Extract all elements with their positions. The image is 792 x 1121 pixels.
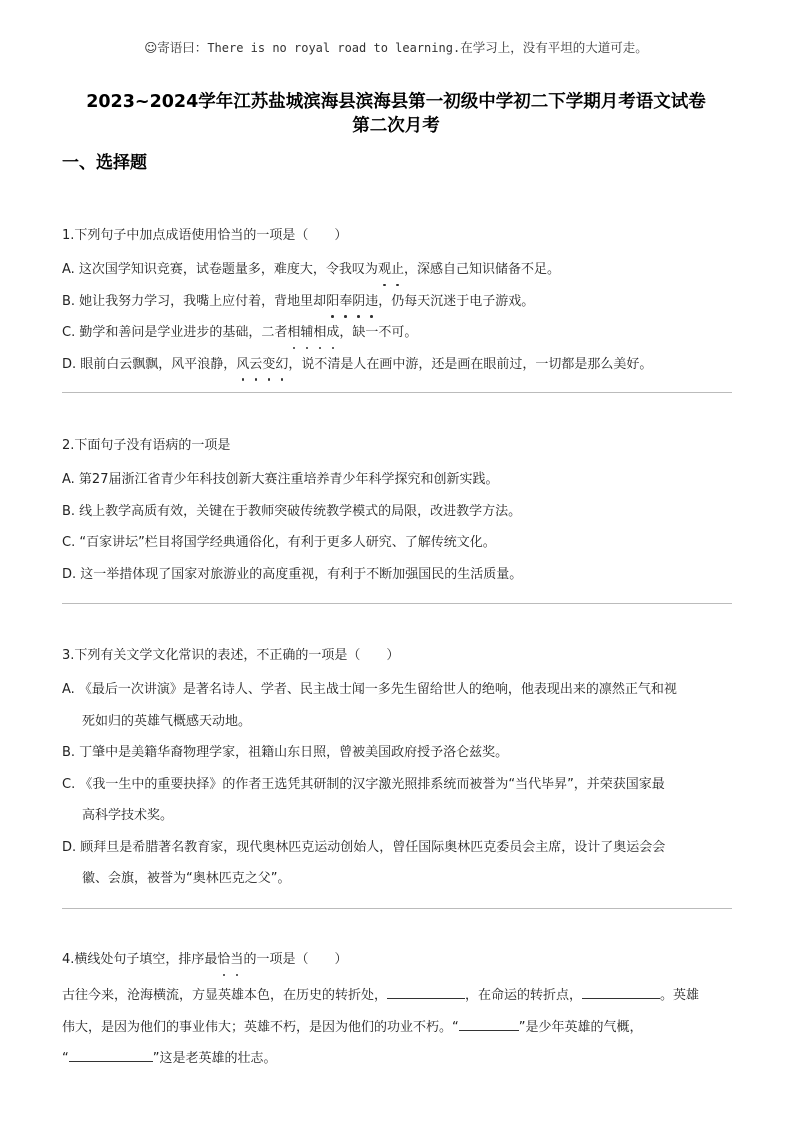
title-line-1: 2023~2024学年江苏盐城滨海县滨海县第一初级中学初二下学期月考语文试卷: [86, 92, 706, 112]
passage-text: ，在命运的转折点，: [465, 988, 583, 1003]
fill-blank[interactable]: [69, 1047, 153, 1062]
emphasis-char: 辅: [300, 323, 313, 343]
motto-line: [0, 38, 792, 56]
emphasis-char: 违: [365, 292, 378, 312]
emphasis-char: 变: [262, 355, 275, 375]
question-3: [62, 646, 734, 901]
emphasis-char: 止: [391, 260, 404, 280]
dotted-word: [217, 952, 243, 967]
emphasis-char: 恰: [217, 950, 230, 970]
option-text: ，深感自己知识储备不足。: [403, 262, 560, 277]
question-4-passage-line-3: [62, 1047, 734, 1079]
passage-text: 。英雄: [660, 988, 700, 1003]
title-line-2: 第二次月考: [352, 116, 440, 136]
option-text: A. 这次国学知识竞赛，试卷题量多，难度大，令我叹为: [62, 262, 378, 277]
section-heading: 一、选择题: [62, 153, 147, 173]
question-1-option-a: [62, 260, 734, 292]
emphasis-char: 云: [249, 355, 262, 375]
emphasis-char: 相: [287, 323, 300, 343]
stem-text: 的一项是（ ）: [243, 952, 348, 967]
question-2: [62, 436, 734, 596]
question-4-passage-line-1: [62, 984, 734, 1016]
motto-chinese: 在学习上，没有平坦的大道可走。: [460, 40, 648, 55]
option-text: ，仍每天沉迷于电子游戏。: [378, 293, 535, 309]
dotted-idiom: [287, 325, 339, 340]
fill-blank[interactable]: [459, 1016, 519, 1031]
question-3-option-c: C. 《我一生中的重要抉择》的作者王选凭其研制的汉字激光照排系统而被誉为“当代毕昇”，并荣获国家最: [62, 776, 665, 792]
question-2-option-c: C. “百家讲坛”栏目将国学经典通俗化，有利于更多人研究、了解传统文化。: [62, 535, 496, 550]
emphasis-char: 奉: [339, 292, 352, 312]
question-1-stem: 1.下列句子中加点成语使用恰当的一项是（ ）: [62, 228, 348, 243]
question-4-stem: [62, 950, 734, 984]
question-divider: [62, 603, 732, 604]
stem-text: 4.横线处句子填空，排序最: [62, 952, 218, 967]
question-1: [62, 226, 734, 386]
question-1-option-d: [62, 355, 734, 387]
question-3-option-a-cont: 死如归的英雄气概感天动地。: [82, 713, 252, 729]
emphasis-char: 观: [378, 260, 391, 280]
option-text: C. 勤学和善问是学业进步的基础，二者: [62, 325, 288, 340]
question-2-option-d: D. 这一举措体现了国家对旅游业的高度重视，有利于不断加强国民的生活质量。: [62, 566, 523, 582]
option-text: ，说不清是人在画中游，还是画在眼前过，一切都是那么美好。: [288, 356, 653, 372]
question-2-stem: 2.下面句子没有语病的一项是: [62, 438, 231, 453]
passage-text: 伟大，是因为他们的事业伟大；英雄不朽，是因为他们的功业不朽。“: [62, 1019, 459, 1035]
question-2-option-b: B. 线上教学高质有效，关键在于教师突破传统教学模式的局限，改进教学方法。: [62, 503, 522, 519]
question-1-option-c: [62, 323, 734, 355]
fill-blank[interactable]: [387, 984, 465, 999]
question-divider: [62, 392, 732, 393]
question-3-option-b: B. 丁肇中是美籍华裔物理学家，祖籍山东日照，曾被美国政府授予洛仑兹奖。: [62, 745, 509, 760]
question-1-option-b: [62, 292, 734, 324]
dotted-idiom: [326, 294, 378, 309]
passage-text: “: [62, 1051, 69, 1066]
emphasis-char: 风: [236, 355, 249, 375]
dotted-idiom: [378, 262, 404, 277]
question-3-option-d: D. 顾拜旦是希腊著名教育家，现代奥林匹克运动创始人，曾任国际奥林匹克委员会主席，设计了奥运会会: [62, 839, 666, 855]
passage-text: ”是少年英雄的气概，: [518, 1019, 643, 1035]
option-text: D. 眼前白云飘飘，风平浪静，: [62, 356, 237, 372]
dotted-idiom: [236, 357, 288, 372]
option-text: ，缺一不可。: [339, 325, 418, 340]
question-3-option-c-cont: 高科学技术奖。: [82, 808, 174, 823]
emphasis-char: 幻: [275, 355, 288, 375]
option-text: B. 她让我努力学习，我嘴上应付着，背地里却: [62, 293, 327, 309]
motto-english: There is no royal road to learning.: [207, 41, 461, 55]
question-3-stem: 3.下列有关文学文化常识的表述，不正确的一项是（ ）: [62, 648, 400, 663]
question-divider: [62, 908, 732, 909]
passage-text: 古往今来，沧海横流，方显英雄本色，在历史的转折处，: [62, 988, 388, 1003]
question-3-option-a: A. 《最后一次讲演》是著名诗人、学者、民主战士闻一多先生留给世人的绝响，他表现出来的凛然正气和视: [62, 682, 677, 697]
question-2-option-a: A. 第27届浙江省青少年科技创新大赛注重培养青少年科学探究和创新实践。: [62, 472, 499, 487]
motto-prefix: ☺寄语曰：: [144, 40, 208, 55]
emphasis-char: 阳: [326, 292, 339, 312]
passage-text: ”这是老英雄的壮志。: [152, 1051, 277, 1066]
page-title: [20, 90, 772, 138]
emphasis-char: 成: [326, 323, 339, 343]
emphasis-char: 阴: [352, 292, 365, 312]
question-3-option-d-cont: 徽、会旗，被誉为“奥林匹克之父”。: [82, 871, 291, 886]
emphasis-char: 相: [313, 323, 326, 343]
question-4: [62, 950, 734, 1079]
emphasis-char: 当: [230, 950, 243, 970]
question-4-passage-line-2: [62, 1016, 734, 1048]
fill-blank[interactable]: [582, 984, 660, 999]
